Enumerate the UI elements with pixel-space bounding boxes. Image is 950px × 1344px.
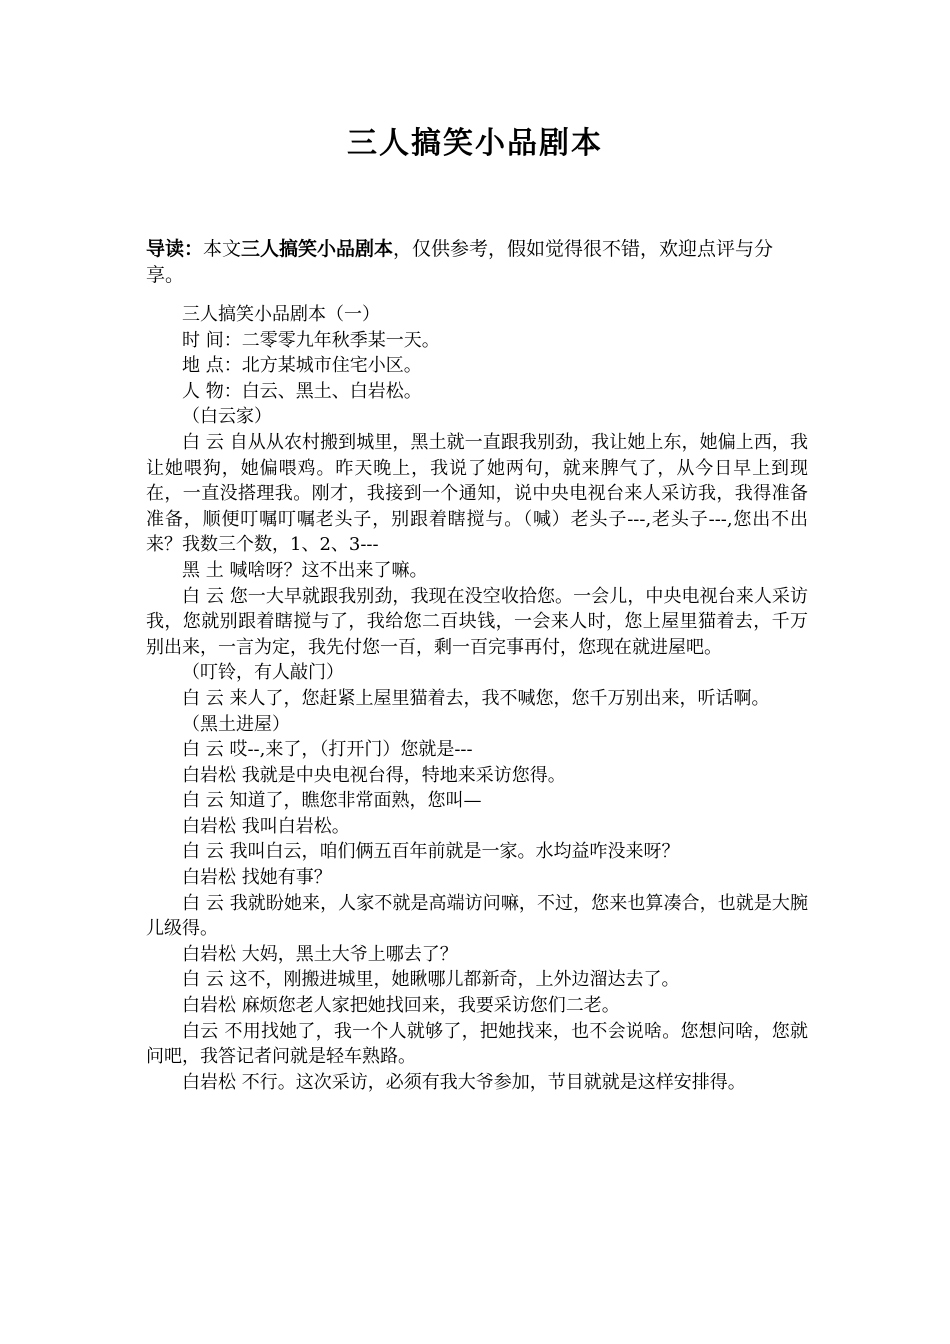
script-body (146, 302, 808, 1095)
intro-pre: 本文 (203, 238, 242, 260)
paragraph: 黑 土 喊啥呀？这不出来了嘛。 (182, 559, 428, 581)
intro-paragraph (146, 236, 806, 288)
paragraph: 时 间：二零零九年秋季某一天。 (182, 329, 440, 351)
paragraph: 白云 不用找她了，我一个人就够了，把她找来，也不会说啥。您想问啥，您就问吧，我答记者问就是轻车熟路。 (146, 1020, 808, 1068)
intro-post: ，仅供参考，假如觉得很不错，欢迎点评与分享。 (146, 238, 774, 286)
paragraph: 白岩松 大妈，黑土大爷上哪去了？ (182, 943, 458, 965)
paragraph: 白 云 我就盼她来，人家不就是高端访问嘛，不过，您来也算凑合，也就是大腕儿级得。 (146, 892, 808, 940)
paragraph: 白 云 来人了，您赶紧上屋里猫着去，我不喊您，您千万别出来，听话啊。 (182, 687, 770, 709)
paragraph: 白 云 知道了，瞧您非常面熟，您叫— (182, 790, 482, 812)
paragraph: （叮铃，有人敲门） (182, 662, 344, 684)
paragraph: 白岩松 不行。这次采访，必须有我大爷参加，节目就就是这样安排得。 (182, 1071, 746, 1093)
paragraph: 三人搞笑小品剧本（一） (182, 304, 380, 325)
paragraph: 白岩松 我叫白岩松。 (182, 815, 350, 837)
paragraph: 白 云 我叫白云，咱们俩五百年前就是一家。水均益咋没来呀？ (182, 841, 680, 863)
page-title: 三人搞笑小品剧本 (347, 126, 603, 161)
paragraph: 人 物：白云、黑土、白岩松。 (182, 380, 422, 402)
paragraph: 白 云 自从从农村搬到城里，黑土就一直跟我别劲，我让她上东，她偏上西，我让她喂狗，她偏喂鸡。昨天晚上，我说了她两句，就来脾气了，从今日早上到现在，一直没搭理我。刚才，我接到一个通知，说中央电视台来人采访我，我得准备准备，顺便叮嘱叮嘱老头子，别跟着瞎搅与。（喊）老头子---,老头子---,您出不出来？我数三个数，1、2、3--- (146, 431, 808, 556)
paragraph: 白 云 这不，刚搬进城里，她瞅哪儿都新奇，上外边溜达去了。 (182, 969, 680, 991)
paragraph: 地 点：北方某城市住宅小区。 (182, 355, 422, 377)
paragraph: 白 云 哎--,来了，（打开门）您就是--- (182, 739, 473, 761)
paragraph: 白岩松 找她有事？ (182, 867, 332, 889)
paragraph: （白云家） (182, 406, 272, 428)
intro-label: 导读： (146, 238, 204, 260)
paragraph: 白岩松 麻烦您老人家把她找回来，我要采访您们二老。 (182, 995, 620, 1017)
intro-bold-title: 三人搞笑小品剧本 (241, 238, 394, 260)
paragraph: 白岩松 我就是中央电视台得，特地来采访您得。 (182, 764, 566, 786)
paragraph: （黑土进屋） (182, 713, 290, 735)
paragraph: 白 云 您一大早就跟我别劲，我现在没空收拾您。一会儿，中央电视台来人采访我，您就别跟着瞎搅与了，我给您二百块钱，一会来人时，您上屋里猫着去，千万别出来，一言为定，我先付您一百，剩一百完事再付，您现在就进屋吧。 (146, 585, 808, 658)
